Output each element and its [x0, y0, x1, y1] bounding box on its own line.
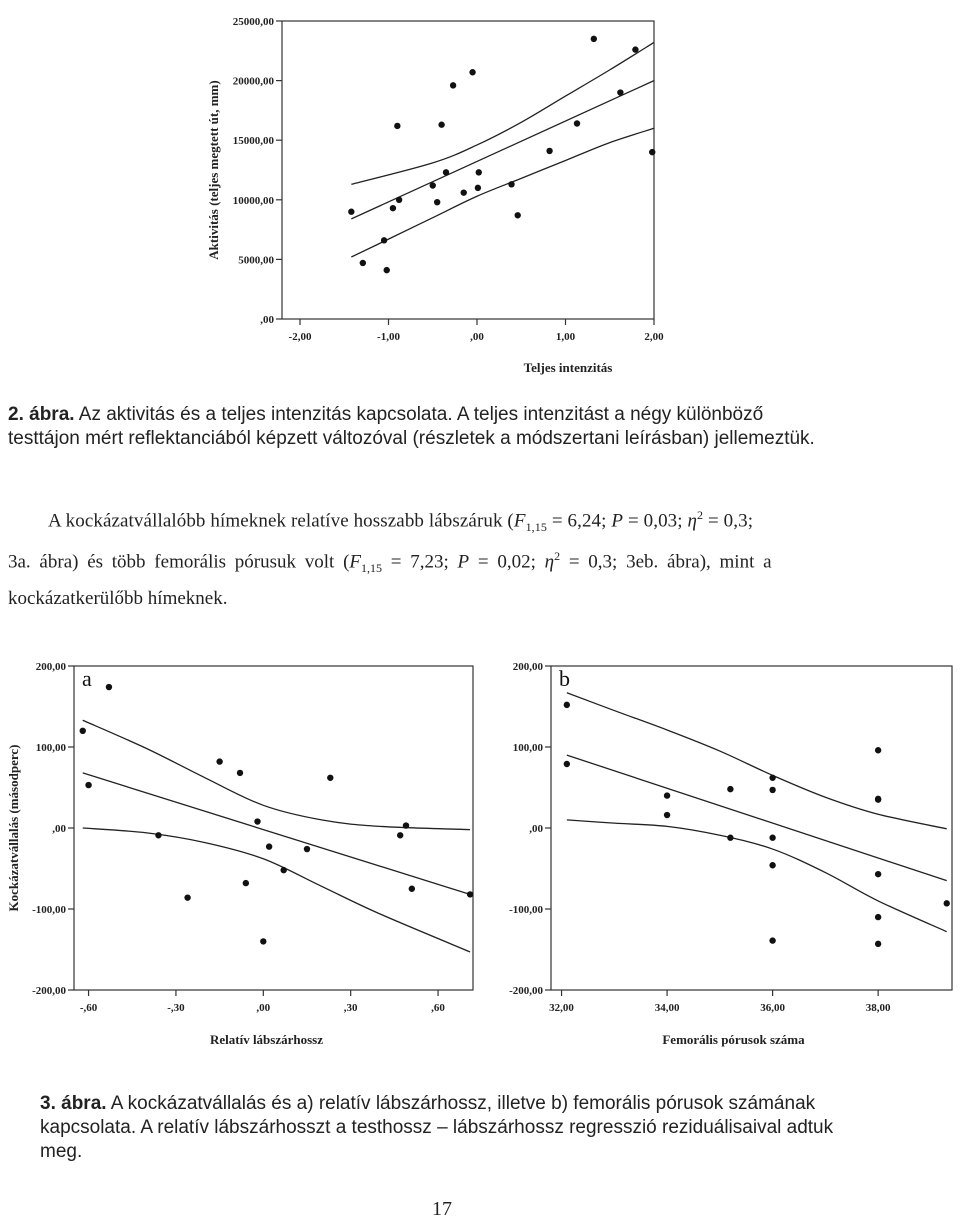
data-point — [546, 148, 552, 154]
data-point — [327, 775, 333, 781]
figure3-caption-line3: meg. — [40, 1141, 83, 1162]
data-point — [875, 914, 881, 920]
data-point — [237, 770, 243, 776]
paragraph-text: = 0,03; — [623, 510, 688, 532]
x-axis-label: Relatív lábszárhossz — [209, 1032, 324, 1047]
data-point — [85, 782, 91, 788]
stat-eta-sup: 2 — [554, 549, 561, 564]
data-point — [564, 702, 570, 708]
data-point — [266, 843, 272, 849]
paragraph-text: = 0,3; — [703, 510, 754, 532]
paragraph-text: 3a. ábra) és több femorális pórusuk volt ( — [8, 551, 350, 573]
stat-f: F — [513, 510, 526, 532]
stat-p: P — [611, 510, 624, 532]
y-tick-label: -100,00 — [509, 904, 543, 916]
y-tick-label: ,00 — [529, 823, 543, 835]
figure3-label: 3. ábra. — [40, 1093, 107, 1114]
data-point — [155, 832, 161, 838]
y-tick-label: 200,00 — [35, 661, 66, 673]
data-point — [430, 182, 436, 188]
data-point — [727, 835, 733, 841]
data-point — [467, 891, 473, 897]
data-point — [617, 89, 623, 95]
data-point — [396, 197, 402, 203]
data-point — [80, 728, 86, 734]
stat-f-df: 1,15 — [361, 561, 383, 576]
data-point — [348, 209, 354, 215]
data-point — [184, 894, 190, 900]
data-point — [727, 786, 733, 792]
data-point — [875, 796, 881, 802]
data-point — [394, 123, 400, 129]
data-point — [304, 846, 310, 852]
x-axis-label: Teljes intenzitás — [523, 360, 613, 375]
data-point — [769, 937, 775, 943]
data-point — [384, 267, 390, 273]
figure2-caption-line1 — [8, 403, 958, 427]
panel-label: b — [559, 666, 570, 691]
figure2-caption — [8, 403, 958, 451]
data-point — [632, 46, 638, 52]
data-point — [469, 69, 475, 75]
figure3-caption — [40, 1092, 940, 1164]
data-point — [450, 82, 456, 88]
data-point — [106, 684, 112, 690]
data-point — [475, 185, 481, 191]
data-point — [260, 938, 266, 944]
plot-frame — [551, 666, 952, 990]
data-point — [397, 832, 403, 838]
y-tick-label: -100,00 — [32, 904, 66, 916]
ci-upper-curve — [567, 693, 947, 829]
x-tick-label: ,00 — [470, 331, 484, 343]
data-point — [443, 169, 449, 175]
y-tick-label: ,00 — [260, 314, 274, 326]
x-axis-label: Femorális pórusok száma — [662, 1032, 805, 1047]
data-point — [381, 237, 387, 243]
data-point — [564, 761, 570, 767]
data-point — [574, 120, 580, 126]
data-point — [403, 822, 409, 828]
regression-line — [567, 755, 947, 881]
ci-upper-curve — [83, 720, 470, 829]
ci-lower-curve — [567, 820, 947, 932]
y-tick-label: ,00 — [52, 823, 66, 835]
data-point — [360, 260, 366, 266]
figure3-caption-line2: kapcsolata. A relatív lábszárhosszt a testhossz – lábszárhossz regresszió reziduálisaival adtuk — [40, 1117, 834, 1138]
data-point — [664, 812, 670, 818]
stat-eta-sup: 2 — [697, 508, 704, 522]
ci-lower-curve — [351, 128, 654, 257]
data-point — [944, 900, 950, 906]
y-tick-label: 5000,00 — [238, 254, 274, 267]
regression-line — [83, 773, 470, 895]
data-point — [649, 149, 655, 155]
x-tick-label: ,60 — [431, 1002, 445, 1014]
paragraph-text: = 6,24; — [546, 510, 612, 532]
figure2-caption-text1: Az aktivitás és a teljes intenzitás kapcsolata. A teljes intenzitást a négy különböző — [74, 404, 764, 425]
ci-upper-curve — [351, 42, 654, 184]
data-point — [769, 775, 775, 781]
data-point — [434, 199, 440, 205]
data-point — [438, 122, 444, 128]
chart-fig2-activity-vs-intensity — [0, 0, 960, 400]
stat-eta: η — [544, 551, 555, 573]
paragraph-line3: kockázatkerülőbb hímeknek. — [8, 588, 228, 610]
data-point — [508, 181, 514, 187]
data-point — [243, 880, 249, 886]
x-tick-label: 1,00 — [555, 331, 576, 343]
y-tick-label: 100,00 — [512, 742, 543, 754]
y-tick-label: 200,00 — [512, 661, 543, 673]
data-point — [409, 886, 415, 892]
x-tick-label: -1,00 — [377, 331, 400, 343]
data-point — [875, 871, 881, 877]
chart-fig3b-risk-vs-femoral-pores — [480, 640, 960, 1050]
y-axis-label: Aktivitás (teljes megtett út, mm) — [206, 80, 221, 260]
data-point — [875, 747, 881, 753]
stat-eta: η — [687, 510, 698, 532]
x-tick-label: 38,00 — [865, 1002, 891, 1014]
data-point — [461, 189, 467, 195]
x-tick-label: -,60 — [79, 1002, 98, 1014]
x-tick-label: 34,00 — [654, 1002, 680, 1014]
data-point — [769, 862, 775, 868]
x-tick-label: -,30 — [167, 1002, 185, 1014]
x-tick-label: 36,00 — [760, 1002, 785, 1014]
figure3-caption-text1: A kockázatvállalás és a) relatív lábszárhossz, illetve b) femorális pórusok számának — [106, 1093, 816, 1114]
paragraph-line2 — [8, 549, 960, 576]
chart-fig3a-risk-vs-leg-length — [0, 640, 480, 1050]
data-point — [515, 212, 521, 218]
data-point — [476, 169, 482, 175]
stat-p: P — [457, 551, 470, 573]
x-tick-label: 32,00 — [549, 1002, 574, 1014]
results-paragraph — [8, 508, 960, 610]
paragraph-text: = 0,02; — [469, 551, 545, 573]
data-point — [664, 792, 670, 798]
x-tick-label: ,00 — [256, 1002, 271, 1014]
figure2-label: 2. ábra. — [8, 404, 75, 425]
data-point — [591, 36, 597, 42]
paragraph-text: A kockázatvállalóbb hímeknek relatíve hosszabb lábszáruk ( — [48, 510, 514, 532]
y-tick-label: 10000,00 — [232, 194, 274, 207]
y-tick-label: 20000,00 — [232, 75, 274, 88]
plot-frame — [282, 21, 654, 319]
y-tick-label: 25000,00 — [232, 16, 274, 28]
y-tick-label: 100,00 — [35, 742, 66, 754]
stat-f: F — [349, 551, 362, 573]
panel-label: a — [82, 666, 92, 691]
paragraph-text: = 0,3; 3eb. ábra), mint a — [560, 551, 772, 573]
data-point — [280, 867, 286, 873]
stat-f-df: 1,15 — [525, 520, 547, 535]
data-point — [769, 787, 775, 793]
x-tick-label: -2,00 — [288, 331, 312, 343]
data-point — [390, 205, 396, 211]
y-tick-label: 15000,00 — [232, 135, 274, 148]
paragraph-text: = 7,23; — [382, 551, 458, 573]
page-number: 17 — [432, 1198, 452, 1220]
paragraph-line1 — [8, 508, 960, 535]
y-axis-label: Kockázatvállalás (másodperc) — [6, 744, 21, 912]
figure2-caption-line2: testtájon mért reflektanciából képzett változóval (részletek a módszertani leírásban) jellemeztük. — [8, 428, 815, 449]
x-tick-label: 2,00 — [644, 331, 664, 343]
x-tick-label: ,30 — [343, 1002, 358, 1014]
y-tick-label: -200,00 — [32, 985, 66, 997]
data-point — [254, 818, 260, 824]
data-point — [769, 835, 775, 841]
y-tick-label: -200,00 — [509, 985, 543, 997]
data-point — [216, 758, 222, 764]
figure3-caption-line1 — [40, 1092, 940, 1116]
data-point — [875, 941, 881, 947]
